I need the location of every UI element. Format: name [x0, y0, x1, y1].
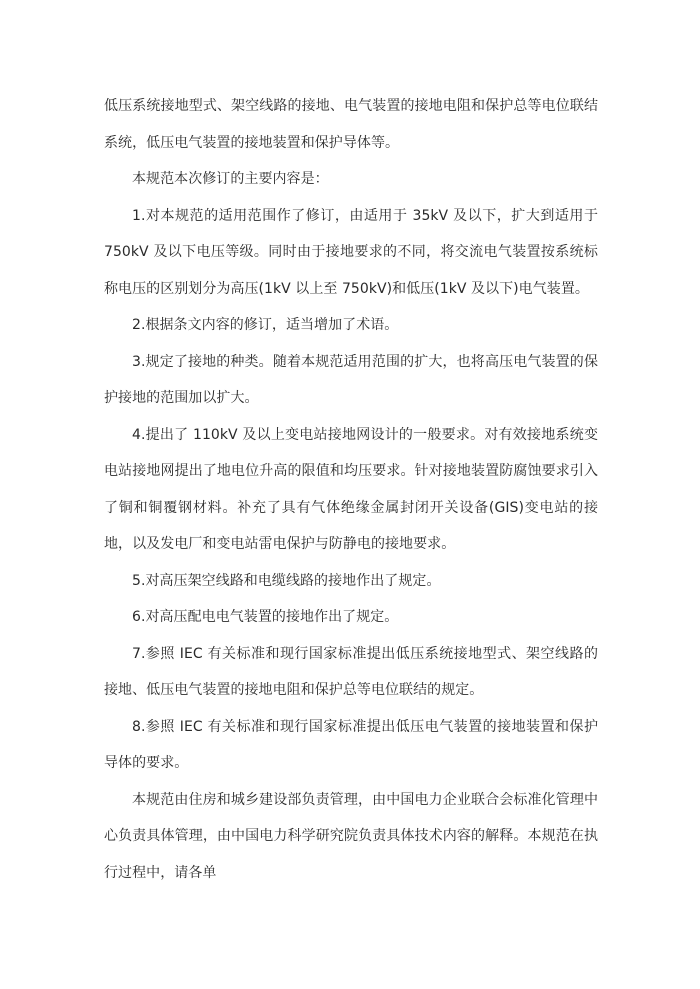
- paragraph-item-4: 4.提出了 110kV 及以上变电站接地网设计的一般要求。对有效接地系统变电站接地网提出了地电位升高的限值和均压要求。针对接地装置防腐蚀要求引入了铜和铜覆钢材料。补充了具有气体绝缘金属封闭开关设备(GIS)变电站的接地，以及发电厂和变电站雷电保护与防静电的接地要求。: [104, 426, 598, 552]
- paragraph-item-5: 5.对高压架空线路和电缆线路的接地作出了规定。: [132, 572, 441, 589]
- paragraph-item-1: 1.对本规范的适用范围作了修订，由适用于 35kV 及以下，扩大到适用于 750kV 及以下电压等级。同时由于接地要求的不同，将交流电气装置按系统标称电压的区别划分为高压(1kV 以上至 750kV)和低压(1kV 及以下)电气装置。: [104, 207, 598, 297]
- paragraph-item-7: 7.参照 IEC 有关标准和现行国家标准提出低压系统接地型式、架空线路的接地、低压电气装置的接地电阻和保护总等电位联结的规定。: [104, 645, 598, 698]
- paragraph-item-2: 2.根据条文内容的修订，适当增加了术语。: [132, 317, 399, 333]
- paragraph-item-3: 3.规定了接地的种类。随着本规范适用范围的扩大，也将高压电气装置的保护接地的范围加以扩大。: [104, 353, 598, 406]
- paragraph-item-6: 6.对高压配电电气装置的接地作出了规定。: [132, 609, 399, 625]
- paragraph-revision-intro: 本规范本次修订的主要内容是：: [132, 171, 329, 187]
- paragraph-management: 本规范由住房和城乡建设部负责管理，由中国电力企业联合会标准化管理中心负责具体管理，由中国电力科学研究院负责具体技术内容的解释。本规范在执行过程中，请各单: [104, 791, 598, 881]
- paragraph-item-8: 8.参照 IEC 有关标准和现行国家标准提出低压电气装置的接地装置和保护导体的要求。: [104, 718, 598, 771]
- document-body: [104, 88, 598, 891]
- paragraph-scope-continued: 低压系统接地型式、架空线路的接地、电气装置的接地电阻和保护总等电位联结系统，低压电气装置的接地装置和保护导体等。: [104, 98, 598, 151]
